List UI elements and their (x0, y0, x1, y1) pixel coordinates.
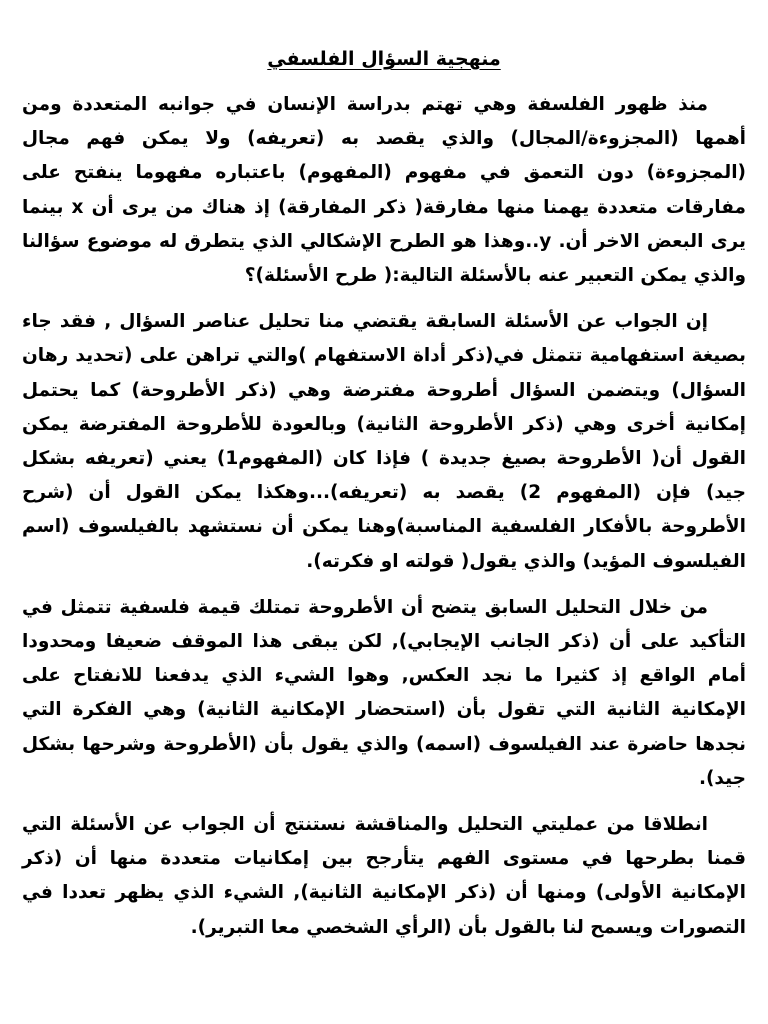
paragraph-discussion: من خلال التحليل السابق يتضح أن الأطروحة تمتلك قيمة فلسفية تتمثل في التأكيد على أن (ذكر الجانب الإيجابي), لكن يبقى هذا الموقف ضعيفا ومحدودا أمام الواقع إذ كثيرا ما نجد العكس, وهوا الشيء الذي يدفعنا للانفتاح على الإمكانية الثانية التي تقول بأن (استحضار الإمكانية الثانية) وهي الفكرة التي نجدها حاضرة عند الفيلسوف (اسمه) والذي يقول بأن (الأطروحة وشرحها بشكل جيد). (22, 596, 746, 789)
paragraph-analysis: إن الجواب عن الأسئلة السابقة يقتضي منا تحليل عناصر السؤال , فقد جاء بصيغة استفهامية تتمثل في(ذكر أداة الاستفهام )والتي تراهن على (تحديد رهان السؤال) ويتضمن السؤال أطروحة مفترضة وهي (ذكر الأطروحة) كما يحتمل إمكانية أخرى وهي (ذكر الأطروحة الثانية) وبالعودة للأطروحة المفترضة يمكن القول أن( الأطروحة بصيغ جديدة ) فإذا كان (المفهوم1) يعني (تعريفه بشكل جيد) فإن (المفهوم 2) يقصد به (تعريفه)...وهكذا يمكن القول أن (شرح الأطروحة بالأفكار الفلسفية المناسبة)وهنا يمكن أن نستشهد بالفيلسوف (اسم الفيلسوف المؤيد) والذي يقول( قولته او فكرته). (22, 311, 746, 572)
page-title: منهجية السؤال الفلسفي (267, 48, 501, 70)
paragraph-introduction: منذ ظهور الفلسفة وهي تهتم بدراسة الإنسان في جوانبه المتعددة ومن أهمها (المجزوءة/المجال) والذي يقصد به (تعريفه) ولا يمكن فهم مجال (المجزوءة) دون التعمق في مفهوم (المفهوم) باعتباره مفهوما ينفتح على مفارقات متعددة يهمنا منها مفارقة( ذكر المفارقة) إذ هناك من يرى أن x بينما يرى البعض الاخر أن. y..وهذا هو الطرح الإشكالي الذي يتطرق له موضوع سؤالنا والذي يمكن التعبير عنه بالأسئلة التالية:( طرح الأسئلة)؟ (22, 94, 746, 287)
paragraph-conclusion: انطلاقا من عمليتي التحليل والمناقشة نستنتج أن الجواب عن الأسئلة التي قمنا بطرحها في مستوى الفهم يتأرجح بين إمكانيات متعددة منها أن (ذكر الإمكانية الأولى) ومنها أن (ذكر الإمكانية الثانية), الشيء الذي يظهر تعددا في التصورات ويسمح لنا بالقول بأن (الرأي الشخصي معا التبرير). (22, 814, 746, 938)
